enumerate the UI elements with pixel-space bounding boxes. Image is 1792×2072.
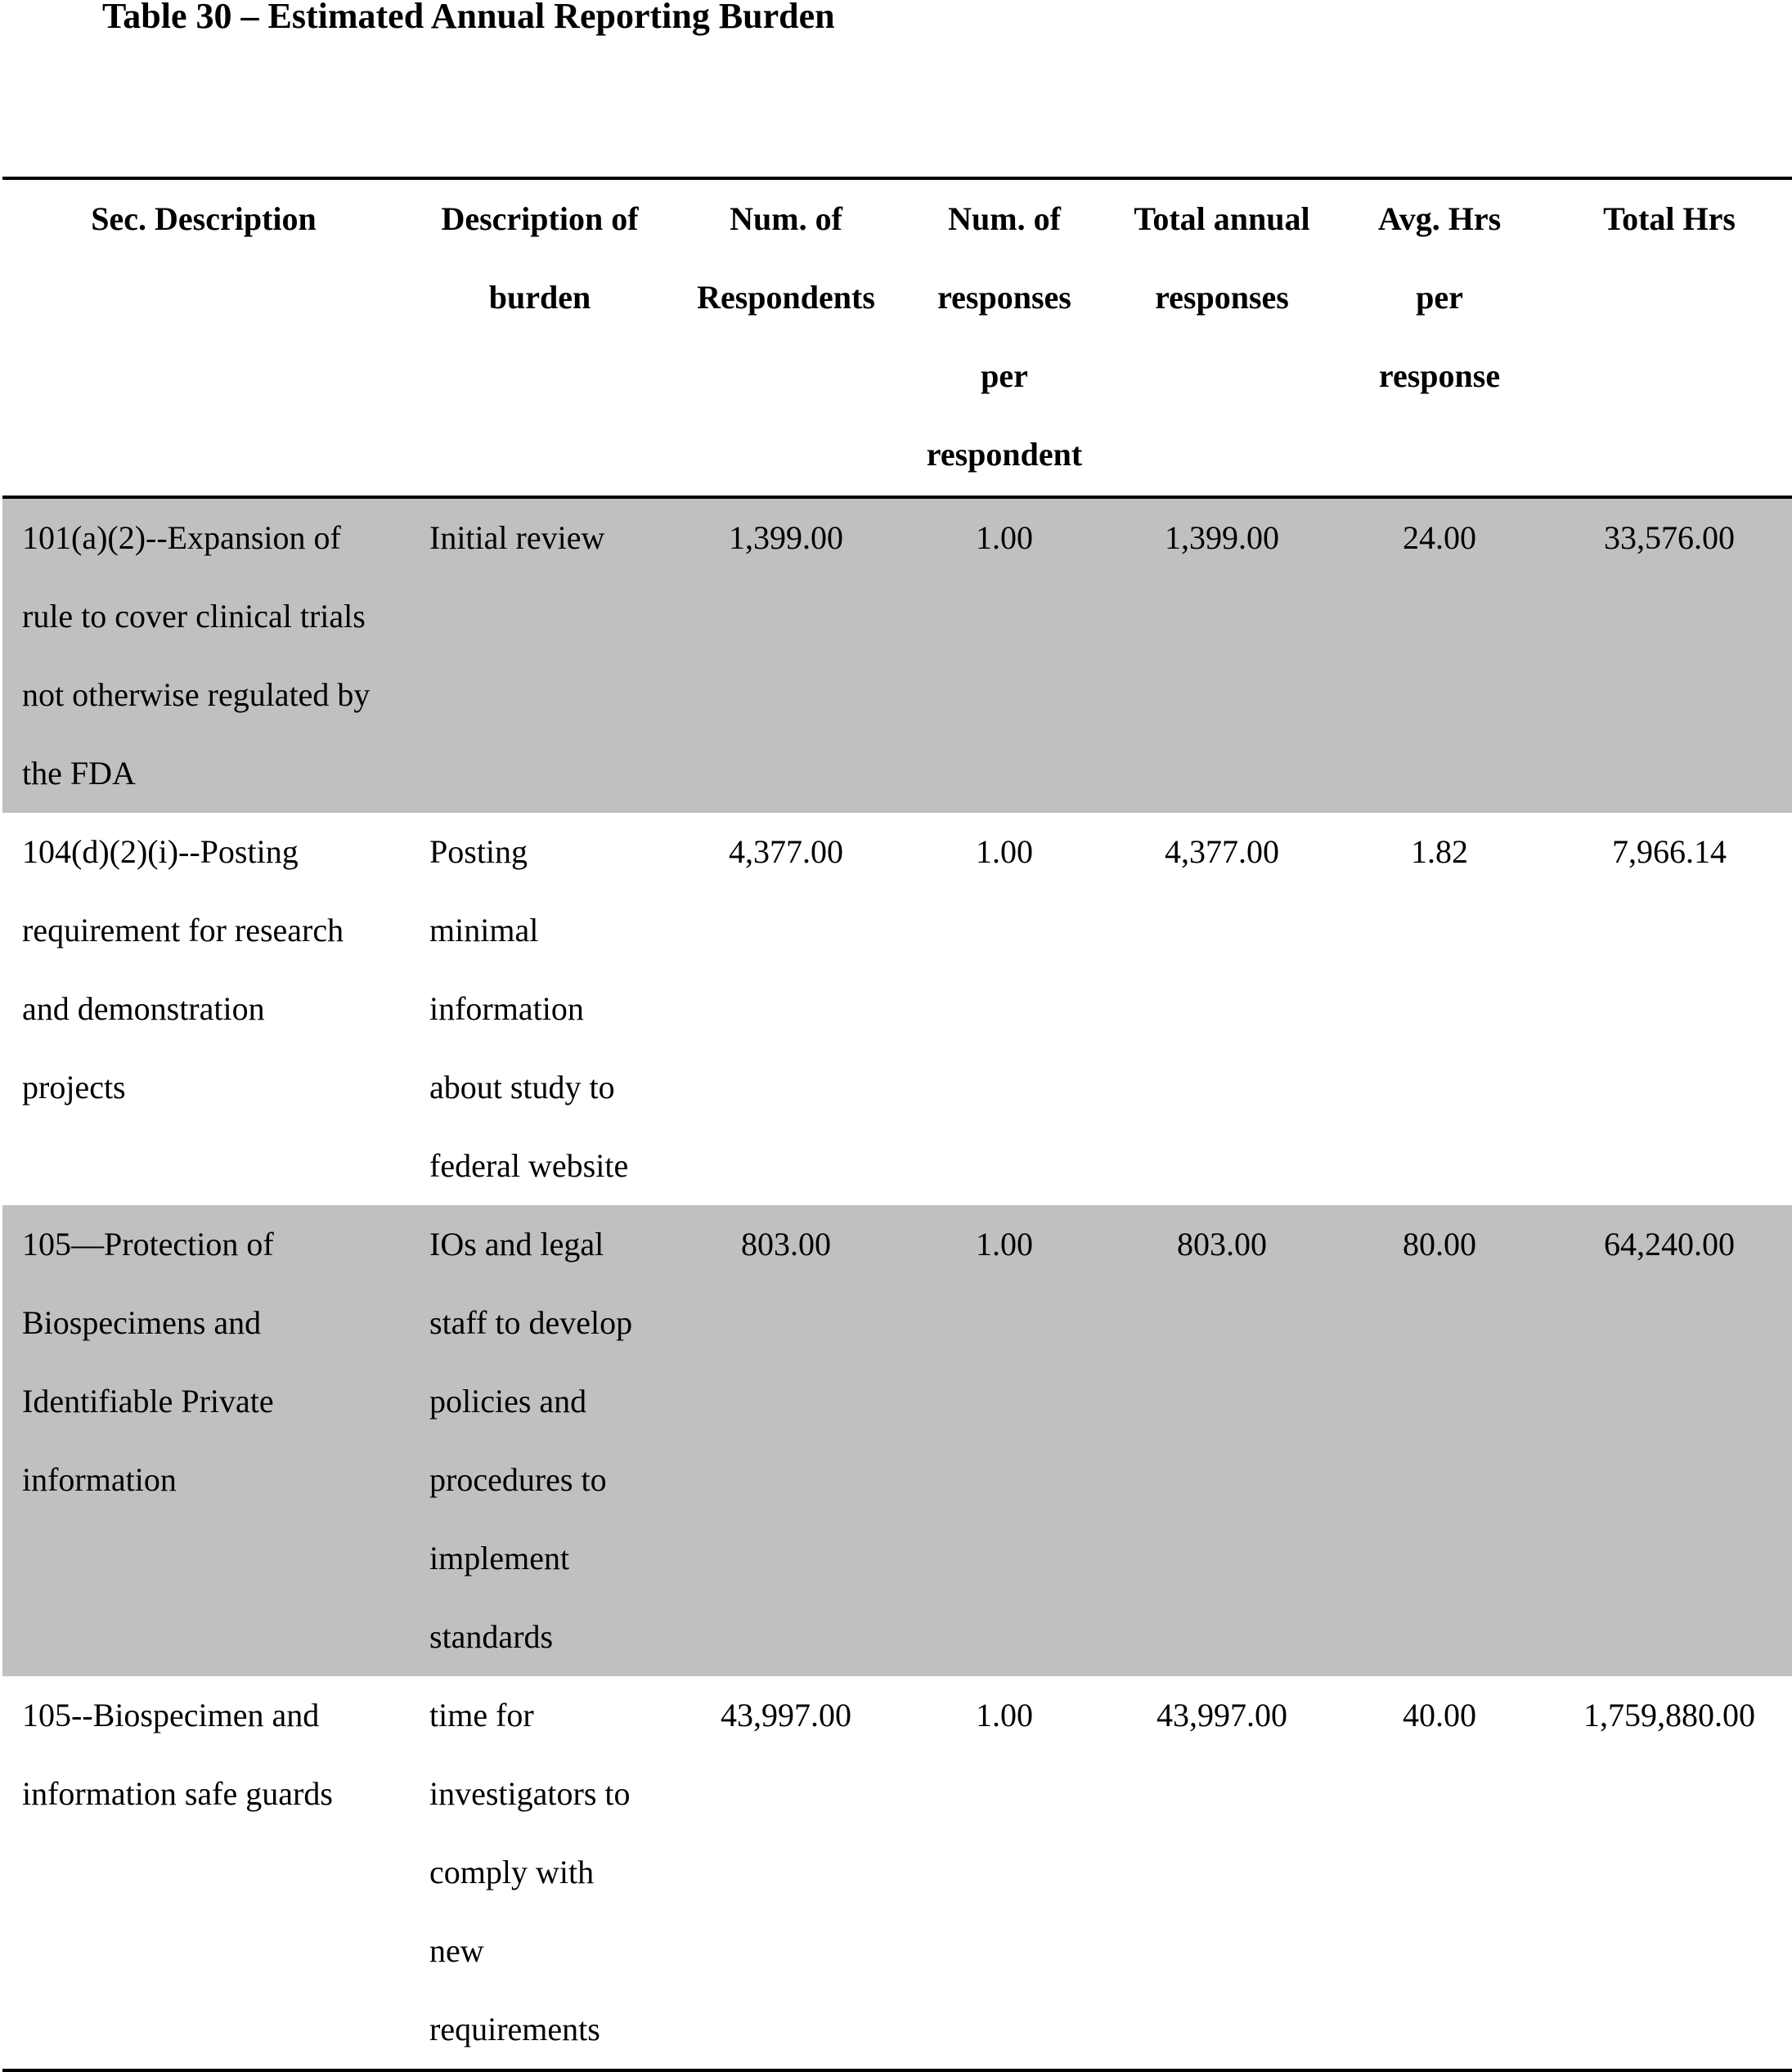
cell-total-responses: 1,399.00: [1112, 497, 1332, 813]
cell-burden: IOs and legal staff to develop policies and procedures to implement standards: [405, 1205, 675, 1676]
header-total-annual-responses: Total annual responses: [1134, 200, 1310, 316]
table-row: [2, 813, 1792, 1205]
cell-total-hours: 1,759,880.00: [1583, 1697, 1755, 1733]
cell-section: 101(a)(2)--Expansion of rule to cover clinical trials not otherwise regulated by the FDA: [2, 497, 405, 813]
cell-respondents: 1,399.00: [675, 497, 897, 813]
cell-avg-hours: 24.00: [1332, 497, 1547, 813]
cell-avg-hours: 1.82: [1411, 833, 1468, 870]
cell-responses-per-respondent: 1.00: [976, 1697, 1033, 1733]
cell-responses-per-respondent: 1.00: [897, 497, 1112, 813]
table-row: [2, 1676, 1792, 2070]
cell-section: 105--Biospecimen and information safe guards: [22, 1697, 333, 1812]
header-row: [2, 178, 1792, 497]
cell-total-responses: 803.00: [1112, 1205, 1332, 1676]
cell-respondents: 803.00: [675, 1205, 897, 1676]
cell-section: 104(d)(2)(i)--Posting requirement for research and demonstration projects: [22, 833, 344, 1106]
cell-respondents: 43,997.00: [721, 1697, 851, 1733]
header-total-hrs: Total Hrs: [1603, 200, 1736, 237]
cell-total-hours: 33,576.00: [1547, 497, 1792, 813]
page-title: Table 30 – Estimated Annual Reporting Burden: [102, 0, 835, 36]
cell-burden: time for investigators to comply with new requirements: [429, 1697, 631, 2047]
header-responses-per-respondent: Num. of responses per respondent: [926, 200, 1083, 473]
cell-burden: Initial review: [405, 497, 675, 813]
cell-total-hours: 7,966.14: [1612, 833, 1727, 870]
header-description-of-burden: Description of burden: [441, 200, 639, 316]
header-num-respondents: Num. of Respondents: [697, 200, 875, 316]
cell-total-responses: 43,997.00: [1156, 1697, 1287, 1733]
cell-section: 105—Protection of Biospecimens and Identifiable Private information: [2, 1205, 405, 1676]
cell-burden: Posting minimal information about study to federal website: [429, 833, 629, 1184]
cell-responses-per-respondent: 1.00: [976, 833, 1033, 870]
cell-responses-per-respondent: 1.00: [897, 1205, 1112, 1676]
burden-table: [2, 177, 1792, 2072]
cell-avg-hours: 80.00: [1332, 1205, 1547, 1676]
table-row: [2, 497, 1792, 813]
cell-total-responses: 4,377.00: [1165, 833, 1279, 870]
cell-respondents: 4,377.00: [729, 833, 843, 870]
header-sec-description: Sec. Description: [91, 200, 317, 237]
cell-avg-hours: 40.00: [1403, 1697, 1476, 1733]
table-row: [2, 1205, 1792, 1676]
cell-total-hours: 64,240.00: [1547, 1205, 1792, 1676]
header-avg-hrs-per-response: Avg. Hrs per response: [1377, 200, 1502, 394]
